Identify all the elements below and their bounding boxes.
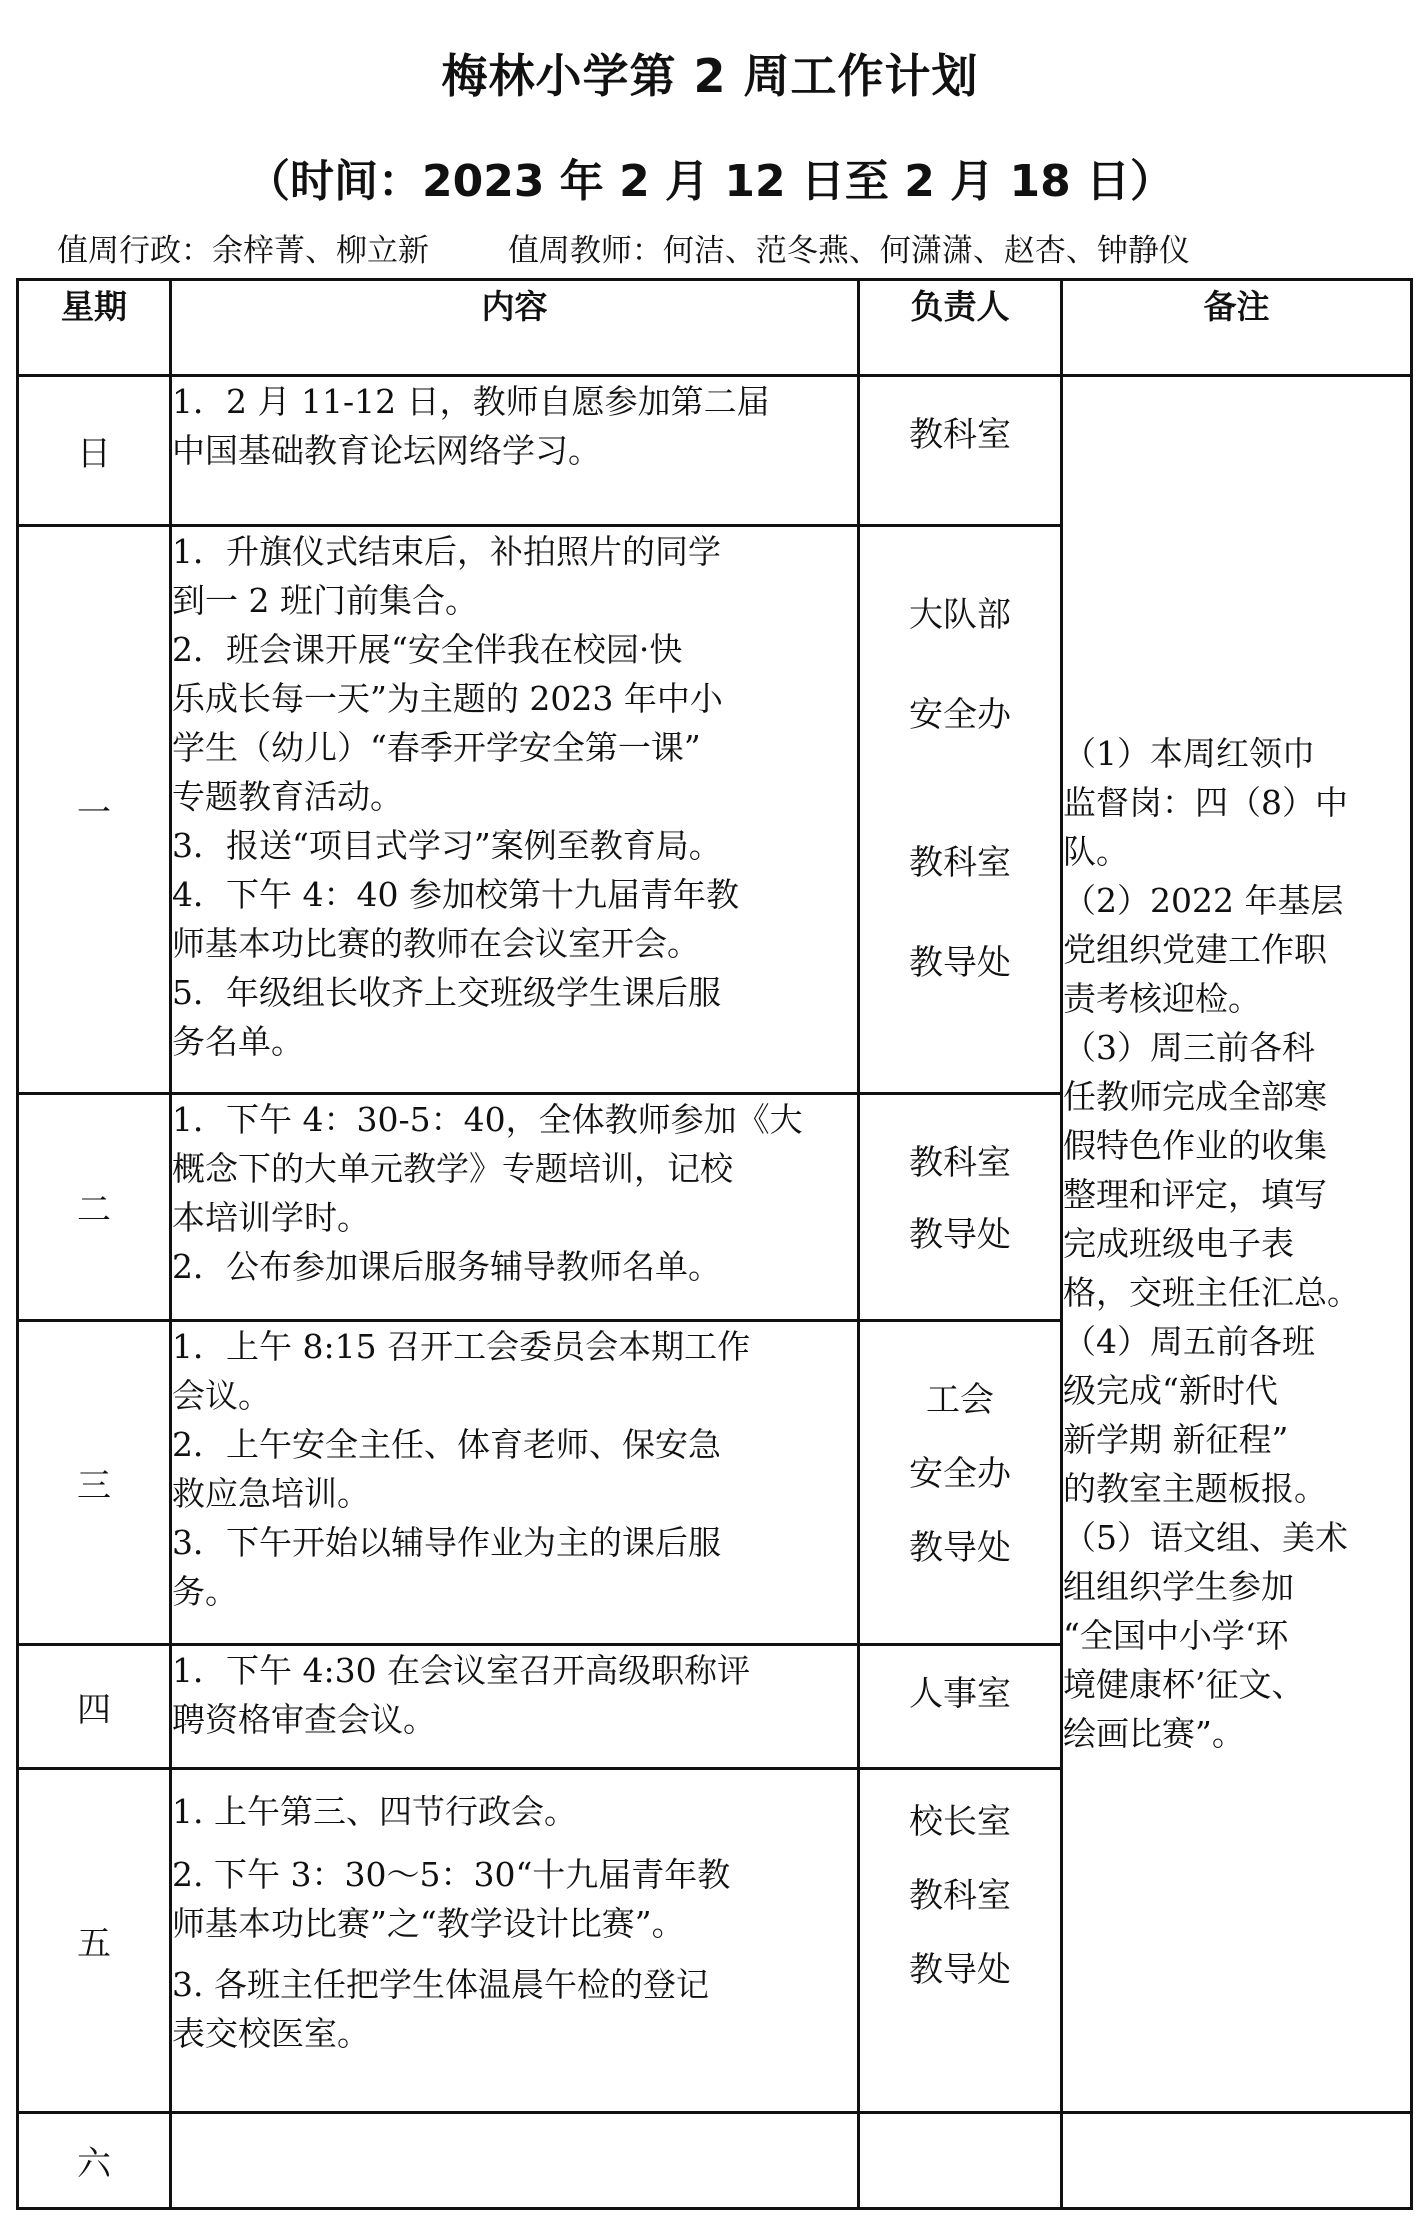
content-cell: [171, 1320, 859, 1644]
content-line: 乐成长每一天”为主题的 2023 年中小: [172, 679, 723, 719]
remark-line: 假特色作业的收集: [1063, 1126, 1327, 1166]
content-line: 学生（幼儿）“春季开学安全第一课”: [172, 728, 701, 768]
remark-line: “全国中小学‘环: [1063, 1616, 1289, 1656]
day-cell: 一: [18, 526, 171, 1094]
content-line: 5．年级组长收齐上交班级学生课后服: [172, 973, 721, 1013]
remark-line: 的教室主题板报。: [1063, 1469, 1327, 1509]
content-line: 中国基础教育论坛网络学习。: [172, 431, 601, 471]
responsible-cell: [859, 1094, 1062, 1320]
table-row: [18, 2112, 1412, 2208]
content-line: 2．班会课开展“安全伴我在校园·快: [172, 630, 683, 670]
responsible-dept: 大队部: [909, 595, 1011, 636]
responsible-dept: 教导处: [909, 1527, 1011, 1568]
content-line: 本培训学时。: [172, 1198, 370, 1238]
responsible-dept: 教科室: [909, 415, 1011, 456]
remark-line: 新学期 新征程”: [1063, 1420, 1289, 1460]
content-line: 1．升旗仪式结束后，补拍照片的同学: [172, 532, 721, 572]
remark-line: 组组织学生参加: [1063, 1567, 1294, 1607]
weekly-plan-table: [16, 278, 1413, 2210]
table-row: [18, 376, 1412, 526]
content-cell-empty: [171, 2112, 859, 2208]
responsible-dept: 人事室: [909, 1673, 1011, 1714]
responsible-cell-empty: [859, 2112, 1062, 2208]
header-remarks: 备注: [1062, 280, 1412, 376]
content-cell: [171, 1094, 859, 1320]
responsible-cell: [859, 376, 1062, 526]
content-line: 聘资格审查会议。: [172, 1699, 436, 1739]
responsible-dept: 校长室: [909, 1801, 1011, 1842]
responsible-dept: 教导处: [909, 943, 1011, 984]
responsible-dept: 安全办: [909, 695, 1011, 736]
content-line: 3．下午开始以辅导作业为主的课后服: [172, 1522, 721, 1562]
date-range-subtitle: （时间：2023 年 2 月 12 日至 2 月 18 日）: [245, 156, 1175, 207]
remark-line: 绘画比赛”。: [1063, 1714, 1245, 1754]
header-day: 星期: [18, 280, 171, 376]
content-line: 到一 2 班门前集合。: [172, 581, 478, 621]
remark-line: （3）周三前各科: [1063, 1028, 1315, 1068]
day-cell: 五: [18, 1768, 171, 2112]
content-line: 2．上午安全主任、体育老师、保安急: [172, 1424, 721, 1464]
page-title: 梅林小学第 2 周工作计划: [441, 49, 979, 103]
header-row: [18, 280, 1412, 376]
remark-line: 境健康杯’征文、: [1063, 1665, 1305, 1705]
responsible-cell: [859, 1768, 1062, 2112]
content-cell: [171, 1644, 859, 1768]
content-line: 务。: [172, 1571, 238, 1611]
content-line: 2．公布参加课后服务辅导教师名单。: [172, 1247, 721, 1287]
content-line: 会议。: [172, 1375, 271, 1415]
responsible-dept: 安全办: [909, 1453, 1011, 1494]
remark-line: 级完成“新时代: [1063, 1371, 1278, 1411]
day-cell: 六: [18, 2112, 171, 2208]
remark-line: 任教师完成全部寒: [1063, 1077, 1327, 1117]
content-line: 师基本功比赛”之“教学设计比赛”。: [172, 1903, 685, 1943]
remark-line: 队。: [1063, 832, 1129, 872]
content-cell: [171, 1768, 859, 2112]
remark-line: （5）语文组、美术: [1063, 1518, 1348, 1558]
remark-line: 党组织党建工作职: [1063, 930, 1327, 970]
content-line: 2. 下午 3：30～5：30“十九届青年教: [172, 1854, 731, 1894]
day-cell: 二: [18, 1094, 171, 1320]
duty-staff-line: 值周行政：余梓菁、柳立新 值周教师：何洁、范冬燕、何潇潇、赵杏、钟静仪: [57, 233, 1190, 269]
remarks-cell: [1062, 376, 1412, 2113]
remark-line: 监督岗：四（8）中: [1063, 783, 1348, 823]
remark-line: 完成班级电子表: [1063, 1224, 1294, 1264]
content-cell: [171, 376, 859, 526]
content-line: 1．2 月 11-12 日，教师自愿参加第二届: [172, 382, 770, 422]
remark-line: （1）本周红领巾: [1063, 734, 1315, 774]
remark-line: （4）周五前各班: [1063, 1322, 1315, 1362]
day-cell: 三: [18, 1320, 171, 1644]
responsible-cell: [859, 1644, 1062, 1768]
remark-line: 整理和评定，填写: [1063, 1175, 1327, 1215]
content-line: 3．报送“项目式学习”案例至教育局。: [172, 826, 722, 866]
header-content: 内容: [171, 280, 859, 376]
responsible-dept: 教科室: [909, 1143, 1011, 1184]
responsible-cell: [859, 526, 1062, 1094]
remark-line: 格，交班主任汇总。: [1063, 1273, 1360, 1313]
responsible-dept: 教科室: [909, 843, 1011, 884]
content-line: 务名单。: [172, 1022, 304, 1062]
responsible-dept: 教科室: [909, 1875, 1011, 1916]
content-cell: [171, 526, 859, 1094]
header-responsible: 负责人: [859, 280, 1062, 376]
content-line: 表交校医室。: [172, 2013, 370, 2053]
content-line: 救应急培训。: [172, 1473, 370, 1513]
remark-line: （2）2022 年基层: [1063, 881, 1344, 921]
content-line: 3. 各班主任把学生体温晨午检的登记: [172, 1964, 709, 2004]
responsible-cell: [859, 1320, 1062, 1644]
responsible-dept: 教导处: [909, 1949, 1011, 1990]
remark-line: 责考核迎检。: [1063, 979, 1261, 1019]
content-line: 1．上午 8:15 召开工会委员会本期工作: [172, 1326, 751, 1366]
day-cell: 四: [18, 1644, 171, 1768]
content-line: 1．下午 4：30-5：40，全体教师参加《大: [172, 1100, 803, 1140]
content-line: 概念下的大单元教学》专题培训，记校: [172, 1149, 733, 1189]
content-line: 1. 上午第三、四节行政会。: [172, 1791, 577, 1831]
remarks-cell-empty: [1062, 2112, 1412, 2208]
content-line: 4．下午 4：40 参加校第十九届青年教: [172, 875, 739, 915]
day-cell: 日: [18, 376, 171, 526]
content-line: 师基本功比赛的教师在会议室开会。: [172, 924, 700, 964]
responsible-dept: 教导处: [909, 1215, 1011, 1256]
content-line: 1．下午 4:30 在会议室召开高级职称评: [172, 1650, 751, 1690]
content-line: 专题教育活动。: [172, 777, 403, 817]
responsible-dept: 工会: [926, 1379, 994, 1420]
